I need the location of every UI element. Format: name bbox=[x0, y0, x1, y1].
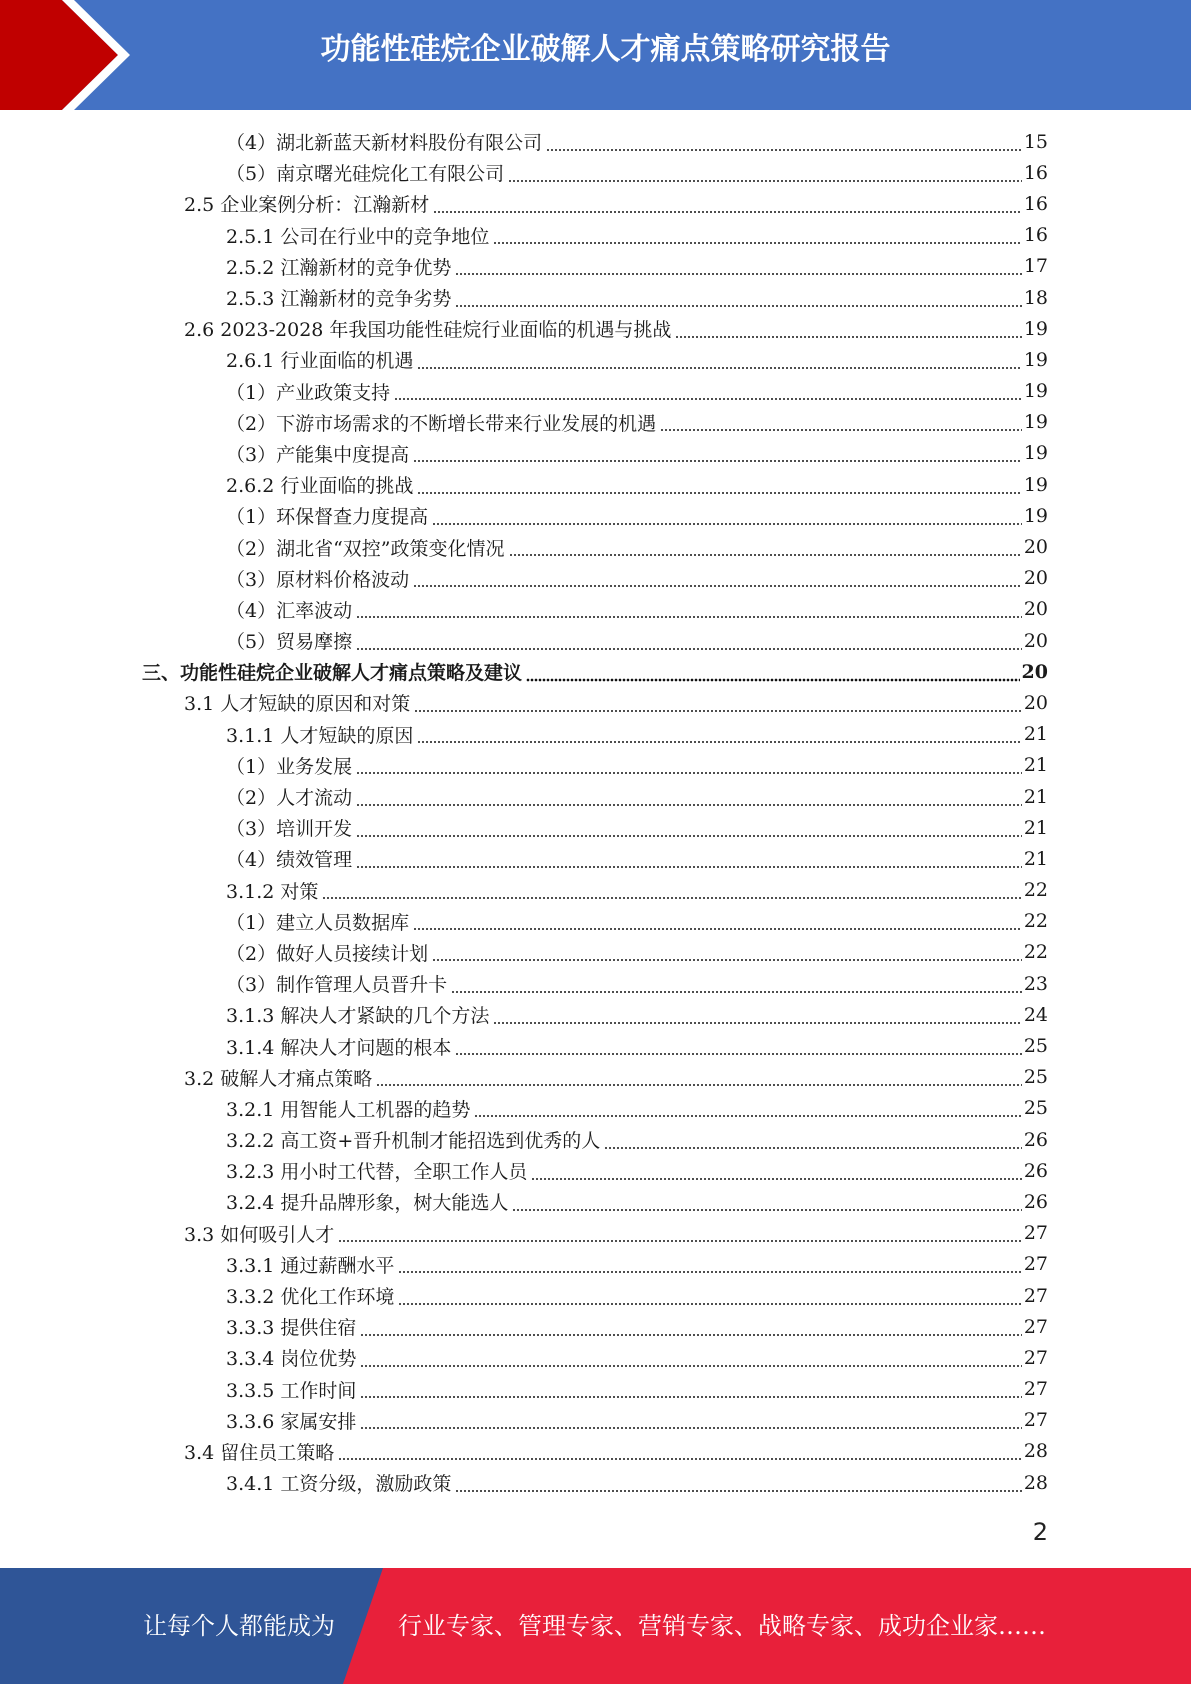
toc-entry[interactable] bbox=[0, 719, 1048, 750]
toc-entry-page: 27 bbox=[1023, 1409, 1048, 1432]
toc-entry[interactable] bbox=[0, 188, 1048, 219]
toc-entry-page: 20 bbox=[1023, 567, 1048, 590]
toc-entry-title: 2.6 2023-2028 年我国功能性硅烷行业面临的机遇与挑战 bbox=[184, 315, 673, 342]
toc-entry-title: 3.3.6 家属安排 bbox=[226, 1407, 358, 1434]
toc-entry[interactable] bbox=[0, 594, 1048, 625]
toc-entry-page: 19 bbox=[1023, 442, 1048, 465]
toc-dot-leader bbox=[417, 474, 1021, 496]
toc-entry-title: 2.5 企业案例分析：江瀚新材 bbox=[184, 190, 431, 217]
page-footer bbox=[0, 1568, 1191, 1684]
toc-dot-leader bbox=[413, 567, 1022, 589]
toc-dot-leader bbox=[338, 1440, 1022, 1462]
report-title: 功能性硅烷企业破解人才痛点策略研究报告 bbox=[320, 32, 891, 67]
toc-dot-leader bbox=[360, 1409, 1021, 1431]
toc-entry-page: 28 bbox=[1023, 1471, 1048, 1494]
toc-entry[interactable] bbox=[0, 1374, 1048, 1405]
toc-dot-leader bbox=[493, 1004, 1021, 1026]
toc-entry-page: 19 bbox=[1023, 473, 1048, 496]
toc-dot-leader bbox=[356, 598, 1022, 620]
toc-entry-title: 2.5.2 江瀚新材的竞争优势 bbox=[226, 253, 453, 280]
table-of-contents bbox=[0, 126, 1191, 1498]
toc-entry-title: （1）环保督查力度提高 bbox=[226, 502, 430, 529]
toc-entry[interactable] bbox=[0, 220, 1048, 251]
page-header bbox=[0, 0, 1191, 110]
toc-entry-title: 3.3.5 工作时间 bbox=[226, 1376, 358, 1403]
toc-dot-leader bbox=[546, 131, 1022, 153]
toc-entry[interactable] bbox=[0, 1093, 1048, 1124]
toc-dot-leader bbox=[509, 536, 1022, 558]
toc-entry-title: （2）人才流动 bbox=[226, 783, 354, 810]
toc-dot-leader bbox=[493, 224, 1021, 246]
toc-dot-leader bbox=[455, 1035, 1021, 1057]
toc-entry-title: （1）业务发展 bbox=[226, 752, 354, 779]
toc-dot-leader bbox=[531, 1160, 1021, 1182]
toc-dot-leader bbox=[376, 1066, 1022, 1088]
toc-dot-leader bbox=[604, 1129, 1022, 1151]
toc-entry[interactable] bbox=[0, 157, 1048, 188]
toc-entry[interactable] bbox=[0, 282, 1048, 313]
toc-entry-page: 19 bbox=[1023, 504, 1048, 527]
toc-entry-title: 3.2.2 高工资+晋升机制才能招选到优秀的人 bbox=[226, 1126, 602, 1153]
toc-dot-leader bbox=[455, 1472, 1021, 1494]
toc-entry-title: （3）产能集中度提高 bbox=[226, 440, 411, 467]
toc-entry-page: 21 bbox=[1023, 723, 1048, 746]
toc-entry-title: 2.6.2 行业面临的挑战 bbox=[226, 471, 415, 498]
toc-entry[interactable] bbox=[0, 1186, 1048, 1217]
toc-entry-title: 3.2.4 提升品牌形象，树大能选人 bbox=[226, 1188, 510, 1215]
toc-entry[interactable] bbox=[0, 1062, 1048, 1093]
toc-entry[interactable] bbox=[0, 999, 1048, 1030]
toc-entry-title: （1）建立人员数据库 bbox=[226, 908, 411, 935]
toc-entry[interactable] bbox=[0, 687, 1048, 718]
toc-entry-page: 22 bbox=[1023, 941, 1048, 964]
toc-entry-title: （5）贸易摩擦 bbox=[226, 627, 354, 654]
toc-entry-page: 25 bbox=[1023, 1035, 1048, 1058]
toc-entry[interactable] bbox=[0, 656, 1048, 687]
toc-entry-page: 20 bbox=[1023, 598, 1048, 621]
toc-entry-page: 27 bbox=[1023, 1284, 1048, 1307]
toc-dot-leader bbox=[322, 879, 1021, 901]
toc-entry[interactable] bbox=[0, 313, 1048, 344]
toc-dot-leader bbox=[432, 505, 1022, 527]
toc-dot-leader bbox=[414, 692, 1022, 714]
toc-dot-leader bbox=[474, 1097, 1021, 1119]
toc-dot-leader bbox=[451, 973, 1022, 995]
toc-dot-leader bbox=[356, 786, 1022, 808]
toc-entry-page: 16 bbox=[1023, 161, 1048, 184]
toc-entry-page: 16 bbox=[1023, 224, 1048, 247]
toc-dot-leader bbox=[526, 661, 1020, 683]
toc-entry-title: 3.1.4 解决人才问题的根本 bbox=[226, 1033, 453, 1060]
toc-entry[interactable] bbox=[0, 469, 1048, 500]
toc-entry-page: 26 bbox=[1023, 1159, 1048, 1182]
toc-entry[interactable] bbox=[0, 251, 1048, 282]
toc-entry-page: 25 bbox=[1023, 1097, 1048, 1120]
toc-entry-title: 3.1.3 解决人才紧缺的几个方法 bbox=[226, 1001, 491, 1028]
toc-entry[interactable] bbox=[0, 1155, 1048, 1186]
toc-dot-leader bbox=[413, 910, 1022, 932]
toc-entry[interactable] bbox=[0, 968, 1048, 999]
toc-entry[interactable] bbox=[0, 1405, 1048, 1436]
toc-entry[interactable] bbox=[0, 344, 1048, 375]
toc-entry[interactable] bbox=[0, 625, 1048, 656]
toc-dot-leader bbox=[413, 442, 1022, 464]
toc-entry[interactable] bbox=[0, 126, 1048, 157]
footer-slogan: 让每个人都能成为 bbox=[143, 1612, 335, 1640]
toc-dot-leader bbox=[417, 349, 1021, 371]
page-number: 2 bbox=[1032, 1518, 1048, 1546]
toc-dot-leader bbox=[360, 1347, 1021, 1369]
toc-entry-page: 20 bbox=[1023, 536, 1048, 559]
toc-dot-leader bbox=[356, 817, 1022, 839]
toc-dot-leader bbox=[675, 318, 1021, 340]
toc-entry[interactable] bbox=[0, 1342, 1048, 1373]
toc-entry[interactable] bbox=[0, 500, 1048, 531]
toc-entry-title: 3.3.3 提供住宿 bbox=[226, 1313, 358, 1340]
footer-expert-list: 行业专家、管理专家、营销专家、战略专家、成功企业家…… bbox=[398, 1612, 1046, 1640]
toc-entry-title: 3.3 如何吸引人才 bbox=[184, 1220, 336, 1247]
toc-dot-leader bbox=[398, 1253, 1021, 1275]
toc-entry-page: 28 bbox=[1023, 1440, 1048, 1463]
toc-entry[interactable] bbox=[0, 1467, 1048, 1498]
toc-entry-page: 19 bbox=[1023, 411, 1048, 434]
toc-entry-title: （3）培训开发 bbox=[226, 814, 354, 841]
toc-entry[interactable] bbox=[0, 438, 1048, 469]
toc-entry-title: （2）下游市场需求的不断增长带来行业发展的机遇 bbox=[226, 409, 658, 436]
toc-dot-leader bbox=[356, 754, 1022, 776]
toc-entry-title: 2.5.1 公司在行业中的竞争地位 bbox=[226, 222, 491, 249]
toc-entry[interactable] bbox=[0, 843, 1048, 874]
toc-entry-page: 19 bbox=[1023, 317, 1048, 340]
toc-entry-page: 23 bbox=[1023, 972, 1048, 995]
toc-entry[interactable] bbox=[0, 1218, 1048, 1249]
toc-dot-leader bbox=[356, 848, 1022, 870]
toc-entry-title: 3.1.1 人才短缺的原因 bbox=[226, 721, 415, 748]
toc-entry-title: 3.2.3 用小时工代替，全职工作人员 bbox=[226, 1157, 529, 1184]
toc-entry-title: 3.3.4 岗位优势 bbox=[226, 1344, 358, 1371]
toc-dot-leader bbox=[433, 193, 1022, 215]
toc-entry-title: 2.6.1 行业面临的机遇 bbox=[226, 346, 415, 373]
toc-entry[interactable] bbox=[0, 1249, 1048, 1280]
toc-entry[interactable] bbox=[0, 906, 1048, 937]
toc-entry-title: 3.3.1 通过薪酬水平 bbox=[226, 1251, 396, 1278]
toc-entry[interactable] bbox=[0, 937, 1048, 968]
toc-dot-leader bbox=[455, 287, 1021, 309]
toc-entry-page: 27 bbox=[1023, 1253, 1048, 1276]
toc-entry-page: 17 bbox=[1023, 255, 1048, 278]
toc-entry-page: 21 bbox=[1023, 816, 1048, 839]
toc-entry-page: 27 bbox=[1023, 1315, 1048, 1338]
toc-entry[interactable] bbox=[0, 750, 1048, 781]
toc-entry[interactable] bbox=[0, 563, 1048, 594]
toc-dot-leader bbox=[356, 630, 1022, 652]
toc-entry-title: 3.1 人才短缺的原因和对策 bbox=[184, 689, 412, 716]
toc-entry-page: 19 bbox=[1023, 380, 1048, 403]
toc-entry-page: 21 bbox=[1023, 785, 1048, 808]
toc-entry-page: 21 bbox=[1023, 754, 1048, 777]
toc-entry-title: （2）做好人员接续计划 bbox=[226, 939, 430, 966]
toc-entry-title: （2）湖北省“双控”政策变化情况 bbox=[226, 534, 507, 561]
toc-entry[interactable] bbox=[0, 376, 1048, 407]
toc-entry[interactable] bbox=[0, 1311, 1048, 1342]
toc-entry-page: 25 bbox=[1023, 1066, 1048, 1089]
toc-entry-title: 3.1.2 对策 bbox=[226, 877, 320, 904]
toc-entry-page: 20 bbox=[1023, 629, 1048, 652]
toc-entry-page: 21 bbox=[1023, 847, 1048, 870]
toc-entry[interactable] bbox=[0, 531, 1048, 562]
toc-dot-leader bbox=[398, 1285, 1021, 1307]
toc-dot-leader bbox=[512, 1191, 1021, 1213]
toc-entry[interactable] bbox=[0, 781, 1048, 812]
toc-dot-leader bbox=[360, 1378, 1021, 1400]
toc-entry-title: 三、功能性硅烷企业破解人才痛点策略及建议 bbox=[142, 658, 524, 685]
toc-entry[interactable] bbox=[0, 1030, 1048, 1061]
toc-entry-page: 27 bbox=[1023, 1222, 1048, 1245]
toc-entry[interactable] bbox=[0, 1280, 1048, 1311]
toc-entry[interactable] bbox=[0, 407, 1048, 438]
toc-entry-page: 18 bbox=[1023, 286, 1048, 309]
toc-entry-title: （3）制作管理人员晋升卡 bbox=[226, 970, 449, 997]
toc-entry[interactable] bbox=[0, 875, 1048, 906]
toc-entry-title: （4）汇率波动 bbox=[226, 596, 354, 623]
toc-dot-leader bbox=[660, 411, 1022, 433]
toc-entry-title: 3.2 破解人才痛点策略 bbox=[184, 1064, 374, 1091]
toc-dot-leader bbox=[455, 255, 1021, 277]
toc-entry-title: 3.4.1 工资分级，激励政策 bbox=[226, 1469, 453, 1496]
toc-entry-page: 26 bbox=[1023, 1190, 1048, 1213]
toc-entry-title: 3.3.2 优化工作环境 bbox=[226, 1282, 396, 1309]
toc-entry[interactable] bbox=[0, 1436, 1048, 1467]
toc-entry-page: 22 bbox=[1023, 910, 1048, 933]
toc-entry[interactable] bbox=[0, 812, 1048, 843]
toc-dot-leader bbox=[360, 1316, 1021, 1338]
toc-entry-page: 24 bbox=[1023, 1003, 1048, 1026]
toc-entry-title: （4）绩效管理 bbox=[226, 845, 354, 872]
toc-entry-page: 20 bbox=[1021, 660, 1048, 683]
toc-entry-page: 15 bbox=[1023, 130, 1048, 153]
toc-entry-title: 2.5.3 江瀚新材的竞争劣势 bbox=[226, 284, 453, 311]
toc-entry-page: 19 bbox=[1023, 348, 1048, 371]
toc-entry-page: 26 bbox=[1023, 1128, 1048, 1151]
toc-entry-page: 27 bbox=[1023, 1378, 1048, 1401]
toc-dot-leader bbox=[432, 941, 1022, 963]
toc-entry-title: 3.4 留住员工策略 bbox=[184, 1438, 336, 1465]
toc-entry-title: （4）湖北新蓝天新材料股份有限公司 bbox=[226, 128, 544, 155]
toc-entry[interactable] bbox=[0, 1124, 1048, 1155]
toc-dot-leader bbox=[338, 1222, 1022, 1244]
toc-entry-page: 27 bbox=[1023, 1346, 1048, 1369]
toc-entry-title: 3.2.1 用智能人工机器的趋势 bbox=[226, 1095, 472, 1122]
toc-dot-leader bbox=[394, 380, 1022, 402]
toc-entry-page: 20 bbox=[1023, 691, 1048, 714]
toc-entry-title: （5）南京曙光硅烷化工有限公司 bbox=[226, 159, 506, 186]
toc-entry-page: 22 bbox=[1023, 879, 1048, 902]
toc-entry-title: （3）原材料价格波动 bbox=[226, 565, 411, 592]
toc-entry-page: 16 bbox=[1023, 192, 1048, 215]
toc-entry-title: （1）产业政策支持 bbox=[226, 378, 392, 405]
toc-dot-leader bbox=[508, 162, 1022, 184]
toc-dot-leader bbox=[417, 723, 1021, 745]
